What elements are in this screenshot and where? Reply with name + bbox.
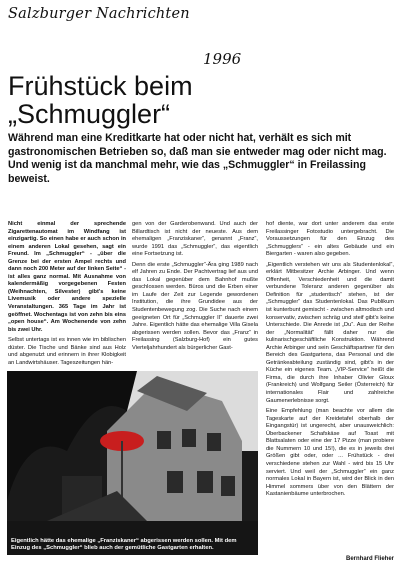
column-2-paragraph: gen von der Garderobenwand. Und auch der Billardtisch ist nicht der neueste. Aus dem ehemaligen „Franziskaner“, genannt „Franz“, wurde 1991 das „Schmuggler“, das eigentlich eine Fortsetzung ist.: [132, 221, 258, 258]
photo-scene: [7, 371, 258, 555]
author-byline: Bernhard Flieher: [345, 556, 394, 562]
article-column-3: [266, 221, 394, 502]
article-column-1: [8, 221, 126, 370]
handwritten-year-note: 1996: [203, 50, 242, 68]
article-lead: Während man eine Kreditkarte hat oder nicht hat, verhält es sich mit gastronomischen Betrieben so, daß man sie entweder mag oder nicht mag. Und wenig ist da manchmal mehr, wie das „Schmuggler“ in Freilassing beweist.: [8, 132, 387, 185]
column-3-paragraph: hof diente, war dort unter anderem das erste Freilassinger Fotostudio untergebracht. Die Voraussetzungen für den Einzug des „Schmugglers“ - ein altes Gebäude und ein Biergarten - waren also gegeben.: [266, 221, 394, 258]
column-1-paragraph: Selbst untertags ist es innen wie im biblischen düster. Die Tische und Bänke sind aus Holz und abgenutzt und erinnern in ihrer Klobigkeit an Landwirtshäuser. Tageszeitungen hän-: [8, 337, 126, 366]
photo-caption: Eigentlich hätte das ehemalige „Franziskaner“ abgerissen werden sollen. Mit dem Einzug des „Schmuggler“ blieb auch der gemütliche Gastgarten erhalten.: [11, 537, 237, 551]
handwritten-publication-note: Salzburger Nachrichten: [8, 6, 190, 22]
column-2-paragraph: Denn die erste „Schmuggler“-Ära ging 1989 nach elf Jahren zu Ende. Der Pachtvertrag lief aus und das Lokal gegenüber dem Bahnhof mußte geschlossen werden. Büros und die Erben einer im Laufe der Zeit zur Legende gewordenen Institution, die ihre Grundidee aus der Studentenbewegung zog. Die Suche nach einem geeigneten Ort für „Schmuggler II“ dauerte zwei Jahre. Eigentlich hätte das ehemalige Villa Gisela abgerissen werden sollen. Bevor das „Franz“ in Freilassing (Salzburg-Hof) ein gutes Vierteljahrhundert als bürgerlicher Gast-: [132, 261, 258, 351]
article-headline: [8, 72, 193, 128]
article-column-2: [132, 221, 258, 355]
column-3-paragraph: Eine Empfehlung (man beachte vor allem die Tageskarte auf der Kreidetafel oberhalb der Eingangstür) ist ungerecht, aber unausweichlich: Überbackener Schafskäse auf Toast mit Blattsalaten oder eine der 17 Pizze (man probiere die Nummern 10 und 15!), die es in jeweils drei Größen gibt oder, oder ... Frühstück - drei verschiedene stehen zur Wahl - wird bis 15 Uhr serviert. Und weil der „Schmuggler“ ein ganz normales Lokal in Bayern ist, wird der Blick in den Himmel sommers über von den Blättern der Kastanienbäume unterbrochen.: [266, 408, 394, 498]
headline-line-2: „Schmuggler“: [8, 99, 171, 129]
headline-line-1: Frühstück beim: [8, 71, 193, 101]
column-1-paragraph: Nicht einmal der sprechende Zigarettenautomat im Windfang ist einzigartig. So einen habe er auch schon in einem anderen Lokal gesehen, sagt ein Freund. Im „Schmuggler“ - „über die Grenze bei der ersten Ampel rechts und dann noch 200 Meter auf der linken Seite“ - ist alles ganz normal. Mit Ausnahme von kalendermäßig vorgegebenen Festen (Weihnachten, Silvester) gibt's keine Livemusik oder andere spezielle Veranstaltungen. 365 Tage im Jahr ist geöffnet. Wochentags ist von zehn bis eins „open house“. Am Wochenende von zehn bis zwei Uhr.: [8, 221, 126, 333]
column-3-paragraph: „Eigentlich verstehen wir uns als Studentenlokal“, erklärt Mitbesitzer Archie Arbinger. Und wenn Offenheit, Verschiedenheit und die damit verbundene Toleranz anderen gegenüber als Definition für „studentisch“ stehen, ist der „Schmuggler“ das Studentenlokal. Das Publikum ist kunterbunt gemischt - zwischen altmodisch und konservativ, zwischen schräg und steif gibt's keine Unterschiede. Die Anrede ist „Du“. Aus der Reihe der „Normalität“ fällt daher nur die kulinarischgeschäftliche Konstruktion. Während Archie Arbinger und sein Geschäftspartner für den Bereich des Gastgartens, das Personal und die Getränkeabteilung zuständig sind, gibt's in der Küche ein eigenes Team. „VIP-Service“ heißt die Firma, die durch ihre Inhaber Olivier Gloux (Frankreich) und Wolfgang Seiler (Österreich) für internationales Flair und zahlreiche Gaumenerlebnisse sorgt.: [266, 261, 394, 404]
building-photo: [7, 371, 258, 555]
